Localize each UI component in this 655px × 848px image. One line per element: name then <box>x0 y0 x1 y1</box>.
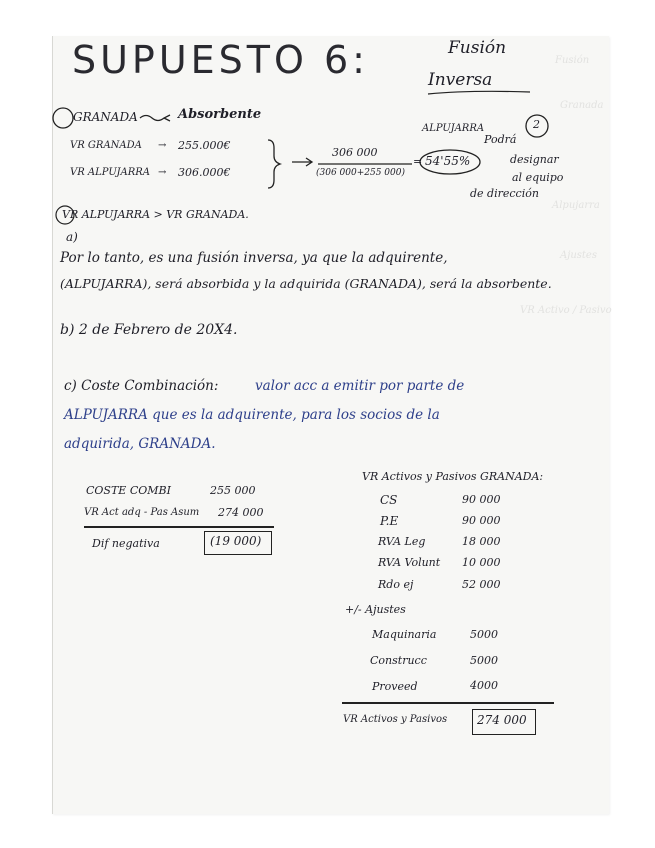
note-podra: Podrá <box>484 133 517 146</box>
vr-act-adq-label: VR Act adq - Pas Asum <box>84 507 200 518</box>
item-pe-label: P.E <box>380 514 399 528</box>
vr-act-adq-value: 274 000 <box>218 506 264 519</box>
note-designar: designar <box>510 153 559 166</box>
step3-a-line2: (ALPUJARRA), será absorbida y la adquirida (GRANADA), será la absorbente. <box>60 276 552 291</box>
right-calc-divider <box>342 702 554 704</box>
adj-maquinaria-label: Maquinaria <box>372 628 437 641</box>
total-value: 274 000 <box>477 713 527 727</box>
item-cs-label: CS <box>380 493 398 507</box>
coste-combi-label: COSTE COMBI <box>86 484 171 497</box>
adj-proveed-value: 4000 <box>470 679 498 692</box>
adj-construcc-label: Construcc <box>370 654 427 667</box>
fraction-numerator: 306 000 <box>332 146 378 159</box>
ajustes-heading: +/- Ajustes <box>345 603 406 616</box>
subtitle-fusion: Fusión <box>448 38 507 58</box>
percentage-result: 54'55% <box>425 154 471 168</box>
ghost-text-4: Ajustes <box>560 250 597 261</box>
item-rdo-ej-value: 52 000 <box>462 578 501 591</box>
alpujarra-label: ALPUJARRA <box>422 123 485 134</box>
left-calc-divider <box>84 526 274 528</box>
c-prefix: c) Coste Combinación: <box>64 378 219 394</box>
fraction-denominator: (306 000+255 000) <box>316 168 405 178</box>
adj-construcc-value: 5000 <box>470 654 498 667</box>
circle-number-2: 2 <box>533 118 540 131</box>
ghost-text-1: Fusión <box>555 55 590 66</box>
dif-negativa-label: Dif negativa <box>92 537 160 550</box>
subtitle-inversa: Inversa <box>428 70 493 90</box>
ghost-text-2: Granada <box>560 100 604 111</box>
item-pe-value: 90 000 <box>462 514 501 527</box>
item-rva-leg-value: 18 000 <box>462 535 501 548</box>
vr-alpujarra-label: VR ALPUJARRA <box>70 167 151 178</box>
c-line3: adquirida, GRANADA. <box>64 436 216 452</box>
page-title: SUPUESTO 6: <box>72 38 369 82</box>
c-line2: ALPUJARRA que es la adquirente, para los socios de la <box>64 407 440 423</box>
item-cs-value: 90 000 <box>462 493 501 506</box>
ghost-text-5: VR Activo / Pasivo <box>520 305 612 316</box>
total-label: VR Activos y Pasivos <box>343 714 448 725</box>
coste-combi-value: 255 000 <box>210 484 256 497</box>
note-direccion: de dirección <box>470 187 539 200</box>
item-rva-volunt-label: RVA Volunt <box>378 556 441 569</box>
note-equipo: al equipo <box>512 171 564 184</box>
right-calc-heading: VR Activos y Pasivos GRANADA: <box>362 470 544 483</box>
dif-negativa-value: (19 000) <box>210 534 262 548</box>
adj-maquinaria-value: 5000 <box>470 628 498 641</box>
vr-granada-value: 255.000€ <box>178 139 231 152</box>
item-rdo-ej-label: Rdo ej <box>378 578 414 591</box>
item-rva-volunt-value: 10 000 <box>462 556 501 569</box>
vr-granada-label: VR GRANADA <box>70 140 142 151</box>
step3-a-label: a) <box>66 230 78 244</box>
step3-heading: VR ALPUJARRA > VR GRANADA. <box>62 208 249 221</box>
vr-alpujarra-value: 306.000€ <box>178 166 231 179</box>
ghost-text-3: Alpujarra <box>552 200 600 211</box>
step1-granada: GRANADA <box>73 110 138 124</box>
step1-absorbente: Absorbente <box>178 107 262 122</box>
adj-proveed-label: Proveed <box>372 680 418 693</box>
step3-a-line1: Por lo tanto, es una fusión inversa, ya que la adquirente, <box>60 250 448 266</box>
c-line1-rest: valor acc a emitir por parte de <box>255 378 465 394</box>
item-rva-leg-label: RVA Leg <box>378 535 426 548</box>
b-date-line: b) 2 de Febrero de 20X4. <box>60 322 238 338</box>
